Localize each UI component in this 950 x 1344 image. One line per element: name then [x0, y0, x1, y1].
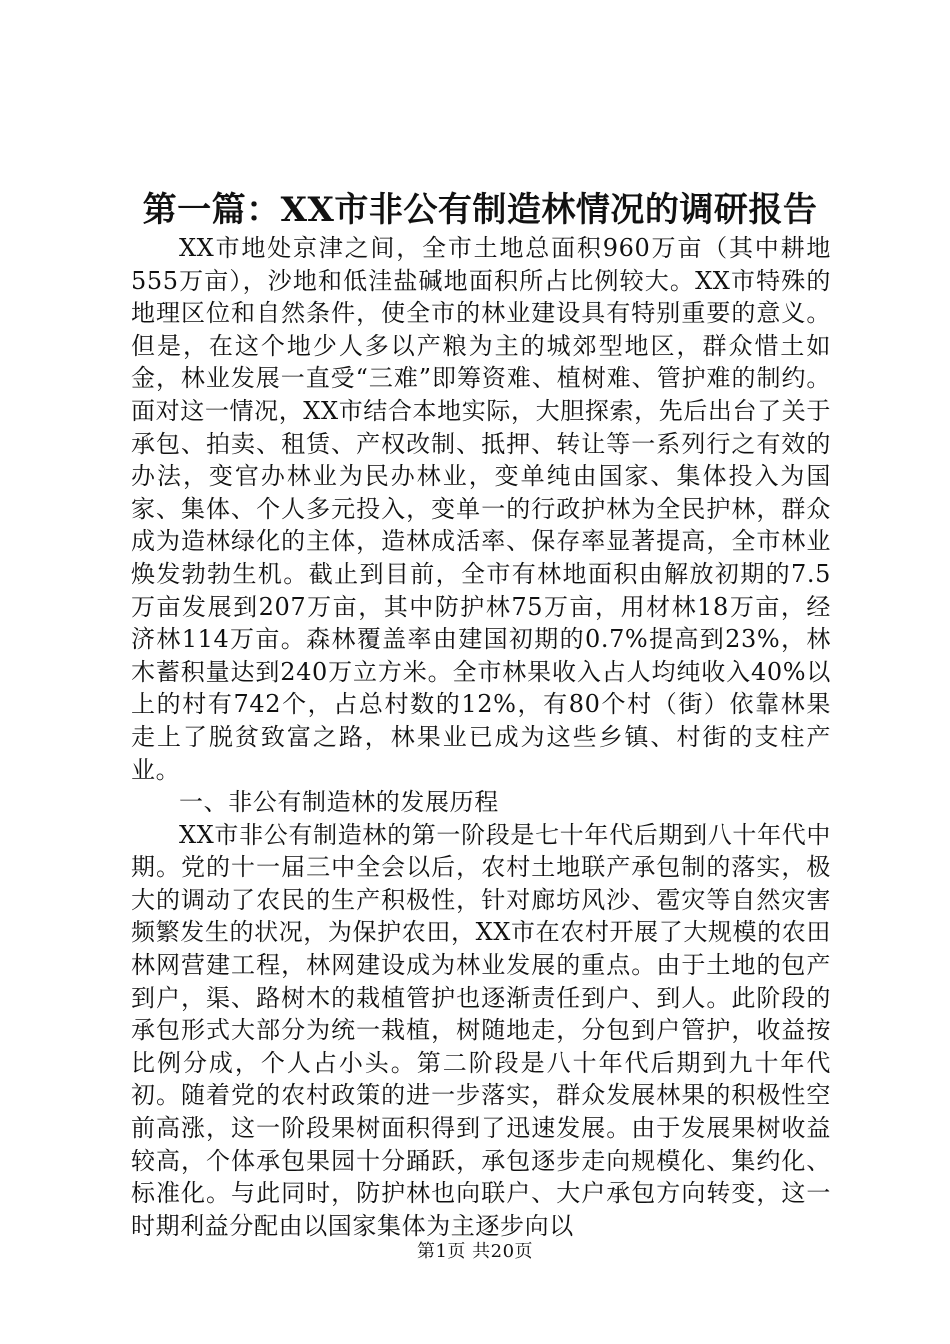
document-body: [131, 232, 831, 1242]
document-title: 第一篇：XX市非公有制造林情况的调研报告: [142, 190, 818, 230]
paragraph-history: XX市非公有制造林的第一阶段是七十年代后期到八十年代中期。党的十一届三中全会以后，农村土地联产承包制的落实，极大的调动了农民的生产积极性，针对廊坊风沙、雹灾等自然灾害频繁发生的状况，为保护农田，XX市在农村开展了大规模的农田林网营建工程，林网建设成为林业发展的重点。由于土地的包产到户，渠、路树木的栽植管护也逐渐责任到户、到人。此阶段的承包形式大部分为统一栽植，树随地走，分包到户管护，收益按比例分成，个人占小头。第二阶段是八十年代后期到九十年代初。随着党的农村政策的进一步落实，群众发展林果的积极性空前高涨，这一阶段果树面积得到了迅速发展。由于发展果树收益较高，个体承包果园十分踊跃，承包逐步走向规模化、集约化、标准化。与此同时，防护林也向联户、大户承包方向转变，这一时期利益分配由以国家集体为主逐步向以: [131, 820, 831, 1240]
paragraph-intro: XX市地处京津之间，全市土地总面积960万亩（其中耕地555万亩），沙地和低洼盐碱地面积所占比例较大。XX市特殊的地理区位和自然条件，使全市的林业建设具有特别重要的意义。但是，在这个地少人多以产粮为主的城郊型地区，群众惜土如金，林业发展一直受“三难”即筹资难、植树难、管护难的制约。面对这一情况，XX市结合本地实际，大胆探索，先后出台了关于承包、拍卖、租赁、产权改制、抵押、转让等一系列行之有效的办法，变官办林业为民办林业，变单纯由国家、集体投入为国家、集体、个人多元投入，变单一的行政护林为全民护林，群众成为造林绿化的主体，造林成活率、保存率显著提高，全市林业焕发勃勃生机。截止到目前，全市有林地面积由解放初期的7.5万亩发展到207万亩，其中防护林75万亩，用材林18万亩，经济林114万亩。森林覆盖率由建国初期的0.7%提高到23%，林木蓄积量达到240万立方米。全市林果收入占人均纯收入40%以上的村有742个，占总村数的12%，有80个村（街）依靠林果走上了脱贫致富之路，林果业已成为这些乡镇、村街的支柱产业。: [131, 234, 831, 784]
section-heading: 一、非公有制造林的发展历程: [179, 788, 499, 817]
page-footer: 第1页 共20页: [416, 1241, 534, 1262]
